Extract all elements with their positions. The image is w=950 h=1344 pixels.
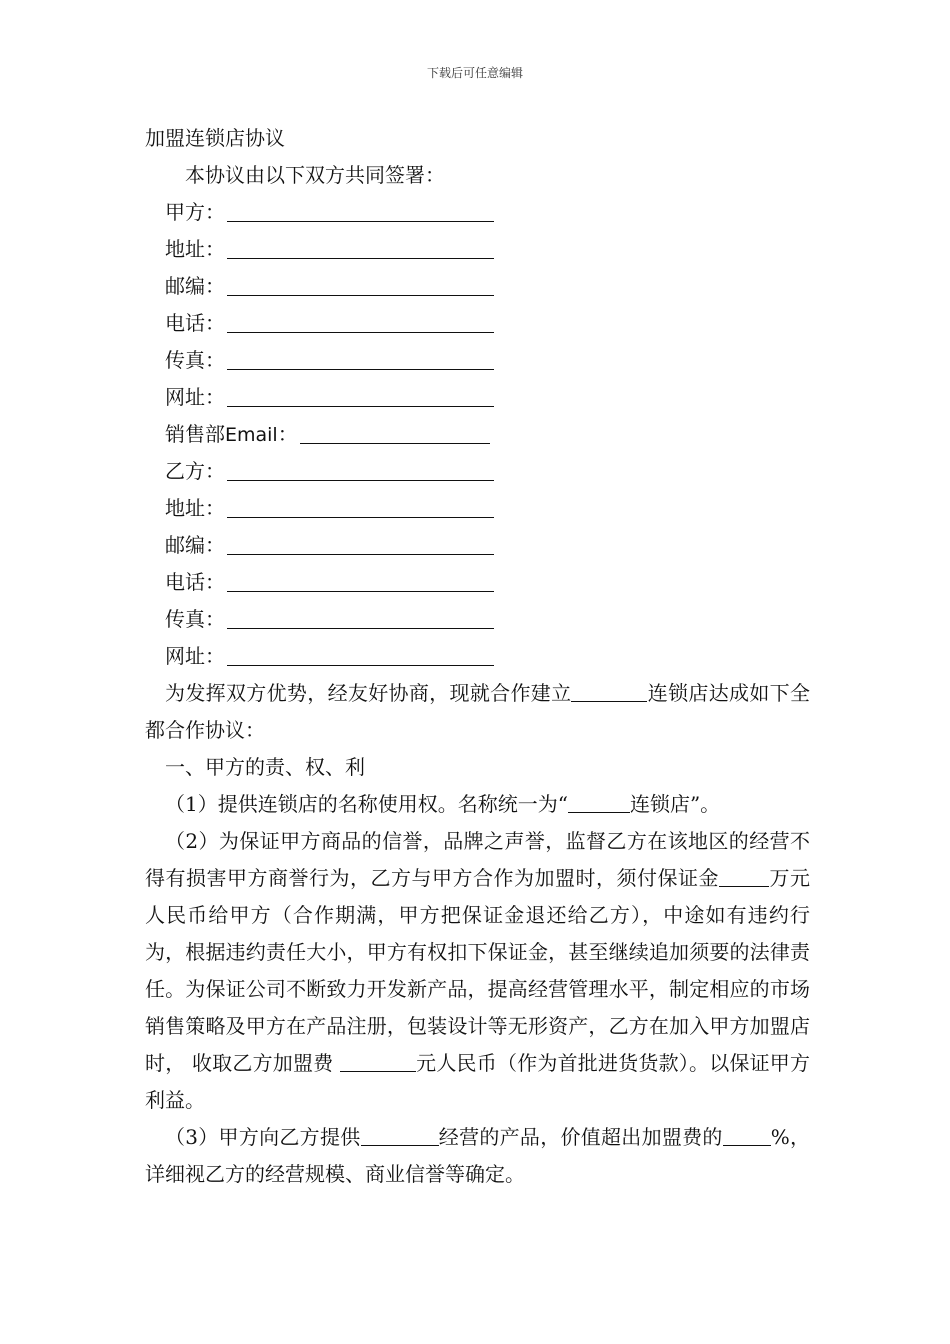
blank-line bbox=[340, 1051, 416, 1072]
blank-line bbox=[361, 1125, 439, 1146]
blank-line bbox=[227, 199, 494, 222]
blank-line bbox=[227, 236, 494, 259]
party-b-fax-field bbox=[145, 601, 810, 638]
blank-line bbox=[227, 273, 494, 296]
field-label: 传真： bbox=[165, 607, 225, 631]
blank-line bbox=[227, 606, 494, 629]
clause-3-text-a: （3）甲方向乙方提供 bbox=[165, 1125, 361, 1149]
field-label: 邮编： bbox=[165, 274, 225, 298]
clause-3 bbox=[145, 1119, 810, 1193]
blank-line bbox=[227, 495, 494, 518]
blank-line bbox=[227, 569, 494, 592]
field-label: 网址： bbox=[165, 385, 225, 409]
party-a-address-field bbox=[145, 231, 810, 268]
party-a-website-field bbox=[145, 379, 810, 416]
clause-1-text-a: （1）提供连锁店的名称使用权。名称统一为“ bbox=[165, 792, 568, 816]
purpose-text-b: 连锁店达成如下全都合作协议： bbox=[145, 681, 811, 742]
field-colon: ： bbox=[277, 422, 298, 446]
party-b-address-field bbox=[145, 490, 810, 527]
party-b-fields bbox=[145, 453, 810, 675]
field-label: 网址： bbox=[165, 644, 225, 668]
party-a-postcode-field bbox=[145, 268, 810, 305]
blank-line bbox=[227, 532, 494, 555]
email-label-en: Email bbox=[225, 424, 278, 446]
party-b-phone-field bbox=[145, 564, 810, 601]
intro-line: 本协议由以下双方共同签署： bbox=[185, 163, 445, 187]
clause-3-text-b: 经营的产品，价值超出加盟费的 bbox=[438, 1125, 723, 1149]
party-a-phone-field bbox=[145, 305, 810, 342]
field-label: 地址： bbox=[165, 237, 225, 261]
purpose-paragraph bbox=[145, 675, 810, 749]
party-a-name-field bbox=[145, 194, 810, 231]
clause-2-text-a: （2）为保证甲方商品的信誉，品牌之声誉，监督乙方在该地区的经营不得有损害甲方商誉行为，乙方与甲方合作为加盟时，须付保证金 bbox=[145, 829, 810, 890]
blank-line bbox=[227, 643, 494, 666]
party-b-name-field bbox=[145, 453, 810, 490]
blank-line bbox=[300, 421, 490, 444]
field-label: 甲方： bbox=[165, 200, 225, 224]
party-b-website-field bbox=[145, 638, 810, 675]
clause-3-text-c: %，详细视乙方的经营规模、商业信誉等确定。 bbox=[145, 1125, 810, 1186]
blank-line bbox=[227, 458, 494, 481]
document-body bbox=[145, 120, 810, 1193]
party-b-postcode-field bbox=[145, 527, 810, 564]
document-title: 加盟连锁店协议 bbox=[145, 126, 285, 150]
blank-line bbox=[719, 866, 769, 887]
party-a-fax-field bbox=[145, 342, 810, 379]
blank-line bbox=[227, 384, 494, 407]
blank-line bbox=[723, 1125, 771, 1146]
blank-line bbox=[227, 347, 494, 370]
clause-1-text-b: 连锁店”。 bbox=[629, 792, 721, 816]
clause-2 bbox=[145, 823, 810, 1119]
section-heading: 一、甲方的责、权、利 bbox=[165, 755, 365, 779]
field-label: 地址： bbox=[165, 496, 225, 520]
page-header-note: 下载后可任意编辑 bbox=[426, 66, 523, 80]
blank-line bbox=[571, 681, 647, 702]
field-label: 电话： bbox=[165, 311, 225, 335]
clause-1 bbox=[145, 786, 810, 823]
field-label: 电话： bbox=[165, 570, 225, 594]
field-label: 邮编： bbox=[165, 533, 225, 557]
clause-2-text-b: 万元人民币给甲方（合作期满，甲方把保证金退还给乙方），中途如有违约行为，根据违约责任大小，甲方有权扣下保证金，甚至继续追加须要的法律责任。为保证公司不断致力开发新产品，提高经营管理水平，制定相应的市场销售策略及甲方在产品注册，包装设计等无形资产，乙方在加入甲方加盟店时， 收取乙方加盟费 bbox=[145, 866, 810, 1075]
purpose-text-a: 为发挥双方优势，经友好协商，现就合作建立 bbox=[165, 681, 572, 705]
sales-email-field bbox=[145, 416, 810, 453]
field-label: 销售部 bbox=[165, 422, 225, 446]
party-a-fields bbox=[145, 194, 810, 453]
blank-line bbox=[568, 792, 630, 813]
clause-2-text-c: 元人民币（作为首批进货货款）。以保证甲方利益。 bbox=[145, 1051, 811, 1112]
field-label: 传真： bbox=[165, 348, 225, 372]
field-label: 乙方： bbox=[165, 459, 225, 483]
blank-line bbox=[227, 310, 494, 333]
